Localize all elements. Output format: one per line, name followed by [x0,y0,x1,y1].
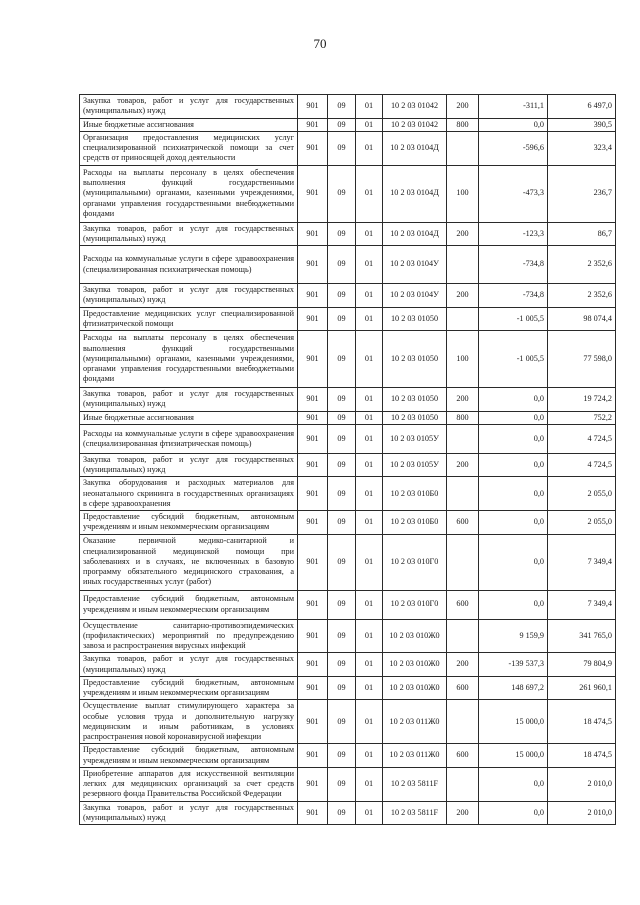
ministry-code: 901 [298,767,328,801]
table-row [80,95,616,119]
change-amount: 0,0 [479,388,548,412]
subsection-code: 01 [356,477,383,511]
total-amount: 236,7 [548,165,616,222]
table-row [80,424,616,453]
change-amount: 0,0 [479,534,548,590]
expense-name: Закупка товаров, работ и услуг для государственных (муниципальных) нужд [80,222,298,246]
section-code: 09 [328,744,356,768]
table-row [80,511,616,535]
expense-type-code: 600 [447,744,479,768]
expense-type-code: 200 [447,653,479,677]
table-row [80,118,616,131]
expense-type-code: 600 [447,511,479,535]
ministry-code: 901 [298,411,328,424]
table-row [80,411,616,424]
change-amount: 0,0 [479,118,548,131]
expense-type-code [447,534,479,590]
change-amount: -734,8 [479,246,548,284]
expense-name: Предоставление субсидий бюджетным, автономным учреждениям и иным некоммерческим организациям [80,511,298,535]
expense-name: Иные бюджетные ассигнования [80,118,298,131]
section-code: 09 [328,284,356,308]
section-code: 09 [328,801,356,825]
total-amount: 19 724,2 [548,388,616,412]
expense-type-code: 200 [447,95,479,119]
subsection-code: 01 [356,95,383,119]
subsection-code: 01 [356,511,383,535]
expense-type-code: 600 [447,676,479,700]
section-code: 09 [328,118,356,131]
section-code: 09 [328,676,356,700]
expense-name: Осуществление выплат стимулирующего характера за особые условия труда и дополнительную нагрузку медицинским и иным работникам, в условиях распространения новой коронавирусной инфекции [80,700,298,744]
target-article-code: 10 2 03 010Г0 [383,590,447,619]
target-article-code: 10 2 03 0104Д [383,165,447,222]
expense-type-code: 100 [447,165,479,222]
expense-name: Закупка товаров, работ и услуг для государственных (муниципальных) нужд [80,95,298,119]
expense-name: Закупка товаров, работ и услуг для государственных (муниципальных) нужд [80,653,298,677]
subsection-code: 01 [356,801,383,825]
total-amount: 4 724,5 [548,453,616,477]
budget-table [79,94,616,825]
total-amount: 323,4 [548,131,616,165]
total-amount: 18 474,5 [548,744,616,768]
table-row [80,767,616,801]
ministry-code: 901 [298,388,328,412]
expense-name: Закупка товаров, работ и услуг для государственных (муниципальных) нужд [80,388,298,412]
expense-name: Расходы на коммунальные услуги в сфере здравоохранения (специализированная психиатрическая помощь) [80,246,298,284]
total-amount: 2 055,0 [548,511,616,535]
subsection-code: 01 [356,118,383,131]
section-code: 09 [328,534,356,590]
section-code: 09 [328,511,356,535]
target-article-code: 10 2 03 010Ж0 [383,653,447,677]
expense-type-code [447,131,479,165]
section-code: 09 [328,477,356,511]
ministry-code: 901 [298,511,328,535]
total-amount: 77 598,0 [548,331,616,388]
subsection-code: 01 [356,307,383,331]
change-amount: 0,0 [479,590,548,619]
expense-name: Иные бюджетные ассигнования [80,411,298,424]
change-amount: -139 537,3 [479,653,548,677]
section-code: 09 [328,424,356,453]
page-number: 70 [313,36,327,51]
total-amount: 86,7 [548,222,616,246]
ministry-code: 901 [298,676,328,700]
expense-name: Расходы на выплаты персоналу в целях обеспечения выполнения функций государственными (муниципальными) органами, казенными учреждениями, органами управления государственными внебюджетными фондами [80,331,298,388]
total-amount: 2 055,0 [548,477,616,511]
target-article-code: 10 2 03 0105У [383,453,447,477]
expense-type-code [447,477,479,511]
section-code: 09 [328,222,356,246]
change-amount: 0,0 [479,477,548,511]
section-code: 09 [328,653,356,677]
change-amount: 0,0 [479,767,548,801]
ministry-code: 901 [298,131,328,165]
table-row [80,676,616,700]
total-amount: 4 724,5 [548,424,616,453]
expense-name: Оказание первичной медико-санитарной и специализированной медицинской помощи при заболеваниях и в случаях, не включенных в базовую программу обязательного медицинского страхования, а иных государственных услуг (работ) [80,534,298,590]
subsection-code: 01 [356,331,383,388]
subsection-code: 01 [356,453,383,477]
target-article-code: 10 2 03 010Ж0 [383,676,447,700]
expense-name: Осуществление санитарно-противоэпидемических (профилактических) мероприятий по предупреждению завоза и распространения вирусных инфекций [80,619,298,653]
total-amount: 79 804,9 [548,653,616,677]
expense-name: Предоставление субсидий бюджетным, автономным учреждениям и иным некоммерческим организациям [80,676,298,700]
section-code: 09 [328,700,356,744]
subsection-code: 01 [356,700,383,744]
expense-type-code: 200 [447,284,479,308]
target-article-code: 10 2 03 0104Д [383,222,447,246]
expense-type-code: 200 [447,801,479,825]
ministry-code: 901 [298,801,328,825]
table-row [80,700,616,744]
table-row [80,165,616,222]
change-amount: 148 697,2 [479,676,548,700]
expense-type-code: 200 [447,222,479,246]
expense-type-code [447,424,479,453]
expense-type-code: 200 [447,388,479,412]
table-row [80,388,616,412]
table-row [80,744,616,768]
expense-name: Приобретение аппаратов для искусственной вентиляции легких для медицинских организаций за счет средств резервного фонда Правительства Российской Федерации [80,767,298,801]
expense-name: Предоставление субсидий бюджетным, автономным учреждениям и иным некоммерческим организациям [80,590,298,619]
subsection-code: 01 [356,165,383,222]
target-article-code: 10 2 03 01050 [383,331,447,388]
section-code: 09 [328,619,356,653]
change-amount: -473,3 [479,165,548,222]
subsection-code: 01 [356,653,383,677]
target-article-code: 10 2 03 010Б0 [383,511,447,535]
section-code: 09 [328,767,356,801]
target-article-code: 10 2 03 01050 [383,388,447,412]
target-article-code: 10 2 03 01042 [383,118,447,131]
ministry-code: 901 [298,222,328,246]
change-amount: -734,8 [479,284,548,308]
target-article-code: 10 2 03 010Ж0 [383,619,447,653]
expense-type-code: 200 [447,453,479,477]
expense-type-code [447,246,479,284]
total-amount: 261 960,1 [548,676,616,700]
table-row [80,331,616,388]
subsection-code: 01 [356,534,383,590]
subsection-code: 01 [356,131,383,165]
target-article-code: 10 2 03 011Ж0 [383,744,447,768]
ministry-code: 901 [298,477,328,511]
ministry-code: 901 [298,453,328,477]
target-article-code: 10 2 03 0104У [383,284,447,308]
total-amount: 6 497,0 [548,95,616,119]
total-amount: 2 352,6 [548,284,616,308]
expense-type-code: 800 [447,118,479,131]
section-code: 09 [328,331,356,388]
ministry-code: 901 [298,284,328,308]
subsection-code: 01 [356,388,383,412]
change-amount: 0,0 [479,424,548,453]
target-article-code: 10 2 03 011Ж0 [383,700,447,744]
table-row [80,590,616,619]
table-body [80,95,616,825]
table-row [80,534,616,590]
expense-name: Закупка товаров, работ и услуг для государственных (муниципальных) нужд [80,453,298,477]
total-amount: 752,2 [548,411,616,424]
expense-name: Закупка товаров, работ и услуг для государственных (муниципальных) нужд [80,801,298,825]
ministry-code: 901 [298,744,328,768]
change-amount: -1 005,5 [479,307,548,331]
table-row [80,307,616,331]
ministry-code: 901 [298,118,328,131]
change-amount: 0,0 [479,453,548,477]
target-article-code: 10 2 03 01042 [383,95,447,119]
subsection-code: 01 [356,619,383,653]
section-code: 09 [328,246,356,284]
subsection-code: 01 [356,246,383,284]
table-row [80,619,616,653]
change-amount: 15 000,0 [479,744,548,768]
total-amount: 2 010,0 [548,767,616,801]
subsection-code: 01 [356,284,383,308]
expense-type-code [447,700,479,744]
expense-type-code [447,767,479,801]
table-row [80,131,616,165]
expense-type-code [447,619,479,653]
change-amount: 0,0 [479,801,548,825]
expense-name: Организация предоставления медицинских услуг специализированной психиатрической помощи за счет средств от приносящей доход деятельности [80,131,298,165]
total-amount: 7 349,4 [548,534,616,590]
total-amount: 2 352,6 [548,246,616,284]
total-amount: 2 010,0 [548,801,616,825]
change-amount: 9 159,9 [479,619,548,653]
expense-name: Закупка товаров, работ и услуг для государственных (муниципальных) нужд [80,284,298,308]
change-amount: -123,3 [479,222,548,246]
change-amount: 0,0 [479,411,548,424]
table-row [80,653,616,677]
total-amount: 341 765,0 [548,619,616,653]
target-article-code: 10 2 03 01050 [383,411,447,424]
expense-type-code [447,307,479,331]
expense-type-code: 100 [447,331,479,388]
subsection-code: 01 [356,676,383,700]
table-row [80,477,616,511]
ministry-code: 901 [298,424,328,453]
expense-name: Расходы на коммунальные услуги в сфере здравоохранения (специализированная фтизиатрическая помощь) [80,424,298,453]
section-code: 09 [328,131,356,165]
section-code: 09 [328,590,356,619]
total-amount: 98 074,4 [548,307,616,331]
ministry-code: 901 [298,653,328,677]
ministry-code: 901 [298,95,328,119]
target-article-code: 10 2 03 01050 [383,307,447,331]
ministry-code: 901 [298,307,328,331]
expense-type-code: 800 [447,411,479,424]
change-amount: -311,1 [479,95,548,119]
target-article-code: 10 2 03 010Г0 [383,534,447,590]
table-row [80,801,616,825]
subsection-code: 01 [356,222,383,246]
expense-name: Закупка оборудования и расходных материалов для неонатального скрининга в государственных организациях в сфере здравоохранения [80,477,298,511]
ministry-code: 901 [298,700,328,744]
ministry-code: 901 [298,246,328,284]
change-amount: 0,0 [479,511,548,535]
expense-name: Расходы на выплаты персоналу в целях обеспечения выполнения функций государственными (муниципальными) органами, казенными учреждениями, органами управления государственными внебюджетными фондами [80,165,298,222]
ministry-code: 901 [298,534,328,590]
target-article-code: 10 2 03 0105У [383,424,447,453]
expense-name: Предоставление субсидий бюджетным, автономным учреждениям и иным некоммерческим организациям [80,744,298,768]
ministry-code: 901 [298,331,328,388]
total-amount: 18 474,5 [548,700,616,744]
change-amount: -1 005,5 [479,331,548,388]
subsection-code: 01 [356,411,383,424]
table-row [80,284,616,308]
table-row [80,246,616,284]
subsection-code: 01 [356,767,383,801]
section-code: 09 [328,95,356,119]
ministry-code: 901 [298,590,328,619]
target-article-code: 10 2 03 5811F [383,801,447,825]
subsection-code: 01 [356,744,383,768]
ministry-code: 901 [298,619,328,653]
expense-name: Предоставление медицинских услуг специализированной фтизиатрической помощи [80,307,298,331]
change-amount: 15 000,0 [479,700,548,744]
total-amount: 390,5 [548,118,616,131]
expense-type-code: 600 [447,590,479,619]
section-code: 09 [328,388,356,412]
target-article-code: 10 2 03 010Б0 [383,477,447,511]
section-code: 09 [328,453,356,477]
total-amount: 7 349,4 [548,590,616,619]
table-row [80,453,616,477]
table-row [80,222,616,246]
target-article-code: 10 2 03 5811F [383,767,447,801]
target-article-code: 10 2 03 0104Д [383,131,447,165]
section-code: 09 [328,165,356,222]
change-amount: -596,6 [479,131,548,165]
section-code: 09 [328,411,356,424]
target-article-code: 10 2 03 0104У [383,246,447,284]
section-code: 09 [328,307,356,331]
subsection-code: 01 [356,424,383,453]
subsection-code: 01 [356,590,383,619]
ministry-code: 901 [298,165,328,222]
